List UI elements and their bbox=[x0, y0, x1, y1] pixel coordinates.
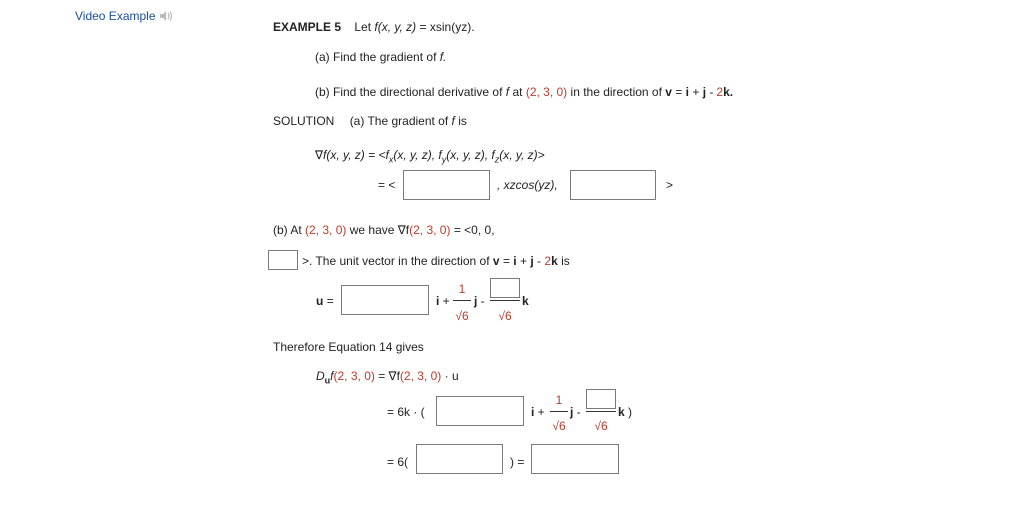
u-k-numerator-input[interactable] bbox=[490, 278, 520, 298]
six-times-input[interactable] bbox=[416, 444, 503, 474]
example-statement: EXAMPLE 5 Let f(x, y, z) = xsin(yz). bbox=[273, 20, 475, 34]
dot-j-fraction-bar bbox=[550, 411, 568, 412]
u-i-coefficient-input[interactable] bbox=[341, 285, 429, 315]
video-example-link[interactable] bbox=[75, 9, 173, 23]
solution-label: SOLUTION bbox=[273, 114, 335, 128]
dot-i-plus: i + bbox=[531, 405, 545, 419]
u-k: k bbox=[522, 294, 529, 308]
gradient-definition: ∇f(x, y, $z) = <f_x(x$, y, z), $f_y(x$, y, z), $f_z(x$, y, z)> bbox=[315, 148, 545, 165]
dot-k-fraction-bar bbox=[586, 411, 616, 412]
eq-6-open: = 6( bbox=[387, 455, 409, 469]
dot-j-numerator: 1 bbox=[555, 393, 563, 407]
dot-k-close: k ) bbox=[618, 405, 633, 419]
u-j-numerator: 1 bbox=[458, 282, 466, 296]
directional-derivative-line: $D_uf(2$, 3, 0) = ∇f(2, 3, 0) · u bbox=[316, 369, 459, 386]
eq-6-close: ) = bbox=[510, 455, 525, 469]
u-j-fraction-bar bbox=[453, 300, 471, 301]
speaker-icon[interactable] bbox=[159, 10, 173, 22]
u-j-denominator: √6 bbox=[455, 309, 469, 323]
example-label: EXAMPLE 5 bbox=[273, 20, 342, 34]
dot-j-denominator: √6 bbox=[552, 419, 566, 433]
final-answer-input[interactable] bbox=[531, 444, 619, 474]
u-k-denominator: √6 bbox=[498, 309, 512, 323]
dot-j-minus: j - bbox=[570, 405, 581, 419]
gradient-eq-open: = < bbox=[378, 178, 396, 192]
solution-heading: SOLUTION (a) The gradient of f is bbox=[273, 114, 467, 128]
gradient-third-component-input[interactable] bbox=[268, 250, 298, 270]
u-k-fraction-bar bbox=[490, 300, 520, 301]
therefore-text: Therefore Equation 14 gives bbox=[273, 340, 424, 354]
eq-6k-dot: = 6k · ( bbox=[387, 405, 425, 419]
part-a-question: (a) Find the gradient of f. bbox=[315, 50, 447, 64]
video-example-label[interactable]: Video Example bbox=[75, 9, 156, 23]
gradient-fz-input[interactable] bbox=[570, 170, 656, 200]
dot-k-numerator-input[interactable] bbox=[586, 389, 616, 409]
unit-vector-text: >. The unit vector in the direction of v = i + j - 2k is bbox=[302, 254, 570, 268]
u-i-plus: i + bbox=[436, 294, 450, 308]
part-b-gradient-at-point: (b) At (2, 3, 0) we have ∇f(2, 3, 0) = <0, 0, bbox=[273, 223, 495, 237]
dot-i-coefficient-input[interactable] bbox=[436, 396, 524, 426]
part-b-question: (b) Find the directional derivative of f at (2, 3, 0) in the direction of v = i + j - 2k. bbox=[315, 85, 734, 99]
gradient-middle-term: , xzcos(yz), bbox=[497, 178, 558, 192]
dot-k-denominator: √6 bbox=[594, 419, 608, 433]
u-j-minus: j - bbox=[474, 294, 485, 308]
gradient-fx-input[interactable] bbox=[403, 170, 490, 200]
u-equals: u = bbox=[316, 294, 334, 308]
gradient-close: > bbox=[666, 178, 674, 192]
